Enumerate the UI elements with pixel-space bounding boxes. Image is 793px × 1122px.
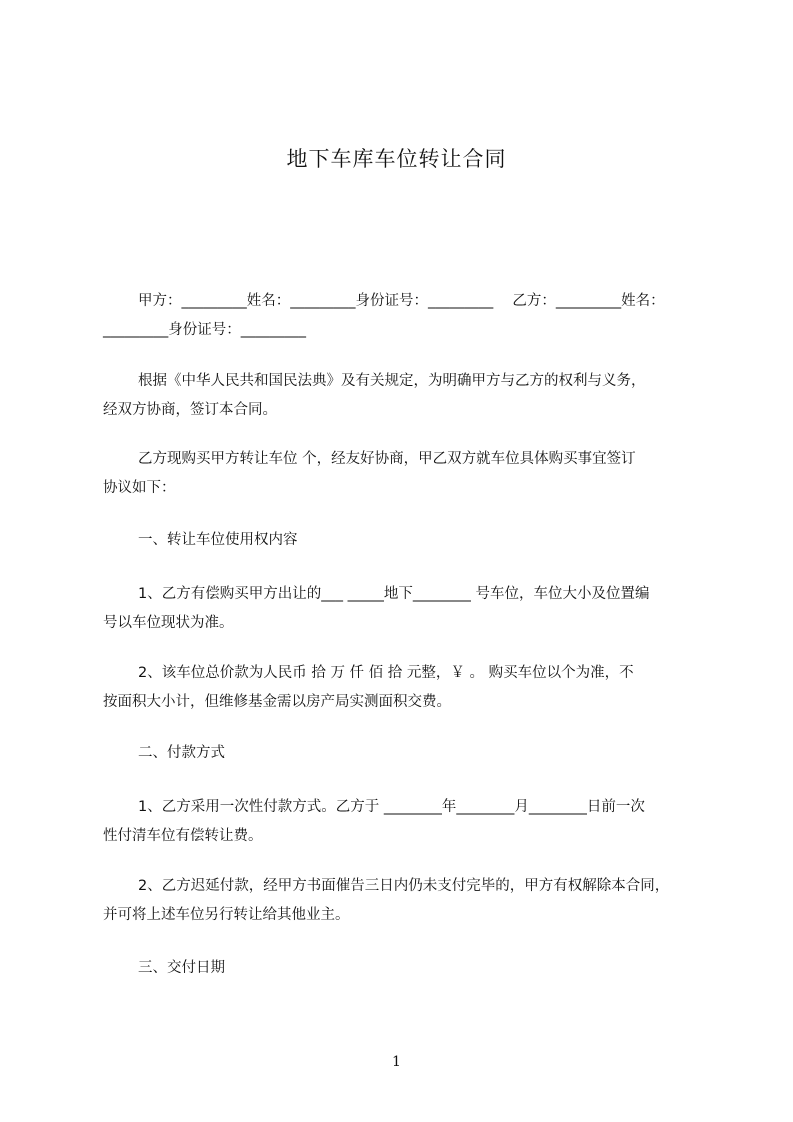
section-1-heading: 一、转让车位使用权内容 <box>138 532 298 548</box>
section-1-item-2 <box>103 659 703 717</box>
purpose-line-1: 乙方现购买甲方转让车位 个，经友好协商，甲乙双方就车位具体购买事宜签订 <box>138 451 636 467</box>
section-2-item-1-line-1: 1、乙方采用一次性付款方式。乙方于 ________年________月________日前一次 <box>138 799 645 815</box>
section-2-item-2-line-1: 2、乙方迟延付款，经甲方书面催告三日内仍未支付完毕的，甲方有权解除本合同， <box>138 878 670 894</box>
page-number: 1 <box>392 1054 401 1070</box>
section-1-item-1 <box>103 580 703 638</box>
section-1-item-2-line-2: 按面积大小计，但维修基金需以房产局实测面积交费。 <box>103 694 451 710</box>
parties-line-2: _________身份证号：_________ <box>103 322 306 338</box>
purpose-line-2: 协议如下： <box>103 480 176 496</box>
intro-paragraph <box>103 367 703 425</box>
section-2-heading: 二、付款方式 <box>138 745 225 761</box>
purpose-paragraph <box>103 445 703 503</box>
section-2-item-1-line-2: 性付清车位有偿转让费。 <box>103 828 263 844</box>
section-2-item-2 <box>103 872 703 930</box>
section-3-heading: 三、交付日期 <box>138 960 225 976</box>
parties-paragraph <box>103 287 703 345</box>
parties-line-1: 甲方：_________姓名：_________身份证号：_________ 乙方：_________姓名： <box>138 293 665 309</box>
document-title: 地下车库车位转让合同 <box>286 147 507 171</box>
intro-line-1: 根据《中华人民共和国民法典》及有关规定，为明确甲方与乙方的权利与义务， <box>138 373 646 389</box>
section-1-item-2-line-1: 2、该车位总价款为人民币 拾 万 仟 佰 拾 元整，￥ 。 购买车位以个为准，不 <box>138 665 634 681</box>
section-1-item-1-line-1: 1、乙方有偿购买甲方出让的___ _____地下________ 号车位，车位大小及位置编 <box>138 586 650 602</box>
section-2-item-1 <box>103 793 703 851</box>
section-1-item-1-line-2: 号以车位现状为准。 <box>103 615 234 631</box>
section-2-item-2-line-2: 并可将上述车位另行转让给其他业主。 <box>103 907 350 923</box>
intro-line-2: 经双方协商，签订本合同。 <box>103 402 277 418</box>
